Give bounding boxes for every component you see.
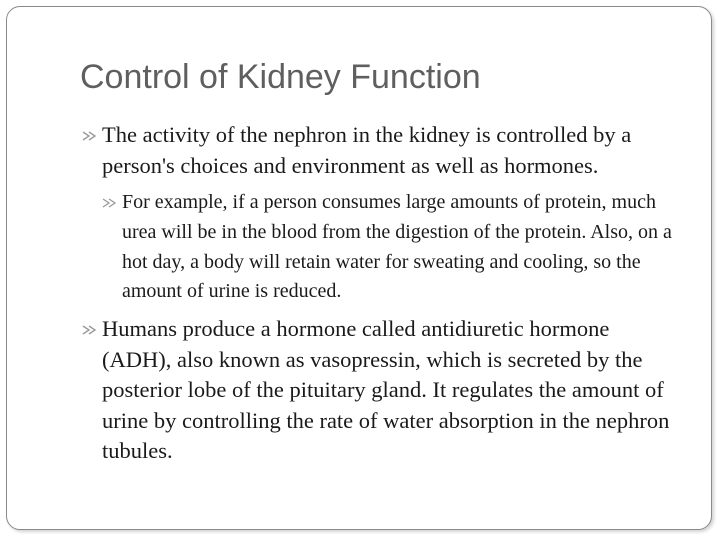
- bullet-item: [82, 314, 682, 467]
- arrow-bullet-icon: [82, 325, 98, 335]
- bullet-text: Humans produce a hormone called antidiuretic hormone (ADH), also known as vasopressin, which is secreted by the posterior lobe of the pituitary gland. It regulates the amount of urine by controlling the rate of water absorption in the nephron tubules.: [102, 316, 670, 464]
- slide-title: Control of Kidney Function: [80, 58, 481, 96]
- arrow-bullet-icon: [82, 131, 98, 141]
- bullet-item: [82, 120, 682, 181]
- slide-body: [82, 120, 682, 472]
- bullet-text: The activity of the nephron in the kidney is controlled by a person's choices and environment as well as hormones.: [102, 122, 632, 178]
- arrow-bullet-icon: [102, 198, 118, 208]
- sub-bullet-item: [102, 188, 682, 307]
- sub-bullet-text: For example, if a person consumes large amounts of protein, much urea will be in the blood from the digestion of the protein. Also, on a hot day, a body will retain water for sweating and cooling, so the amount of urine is reduced.: [122, 191, 672, 303]
